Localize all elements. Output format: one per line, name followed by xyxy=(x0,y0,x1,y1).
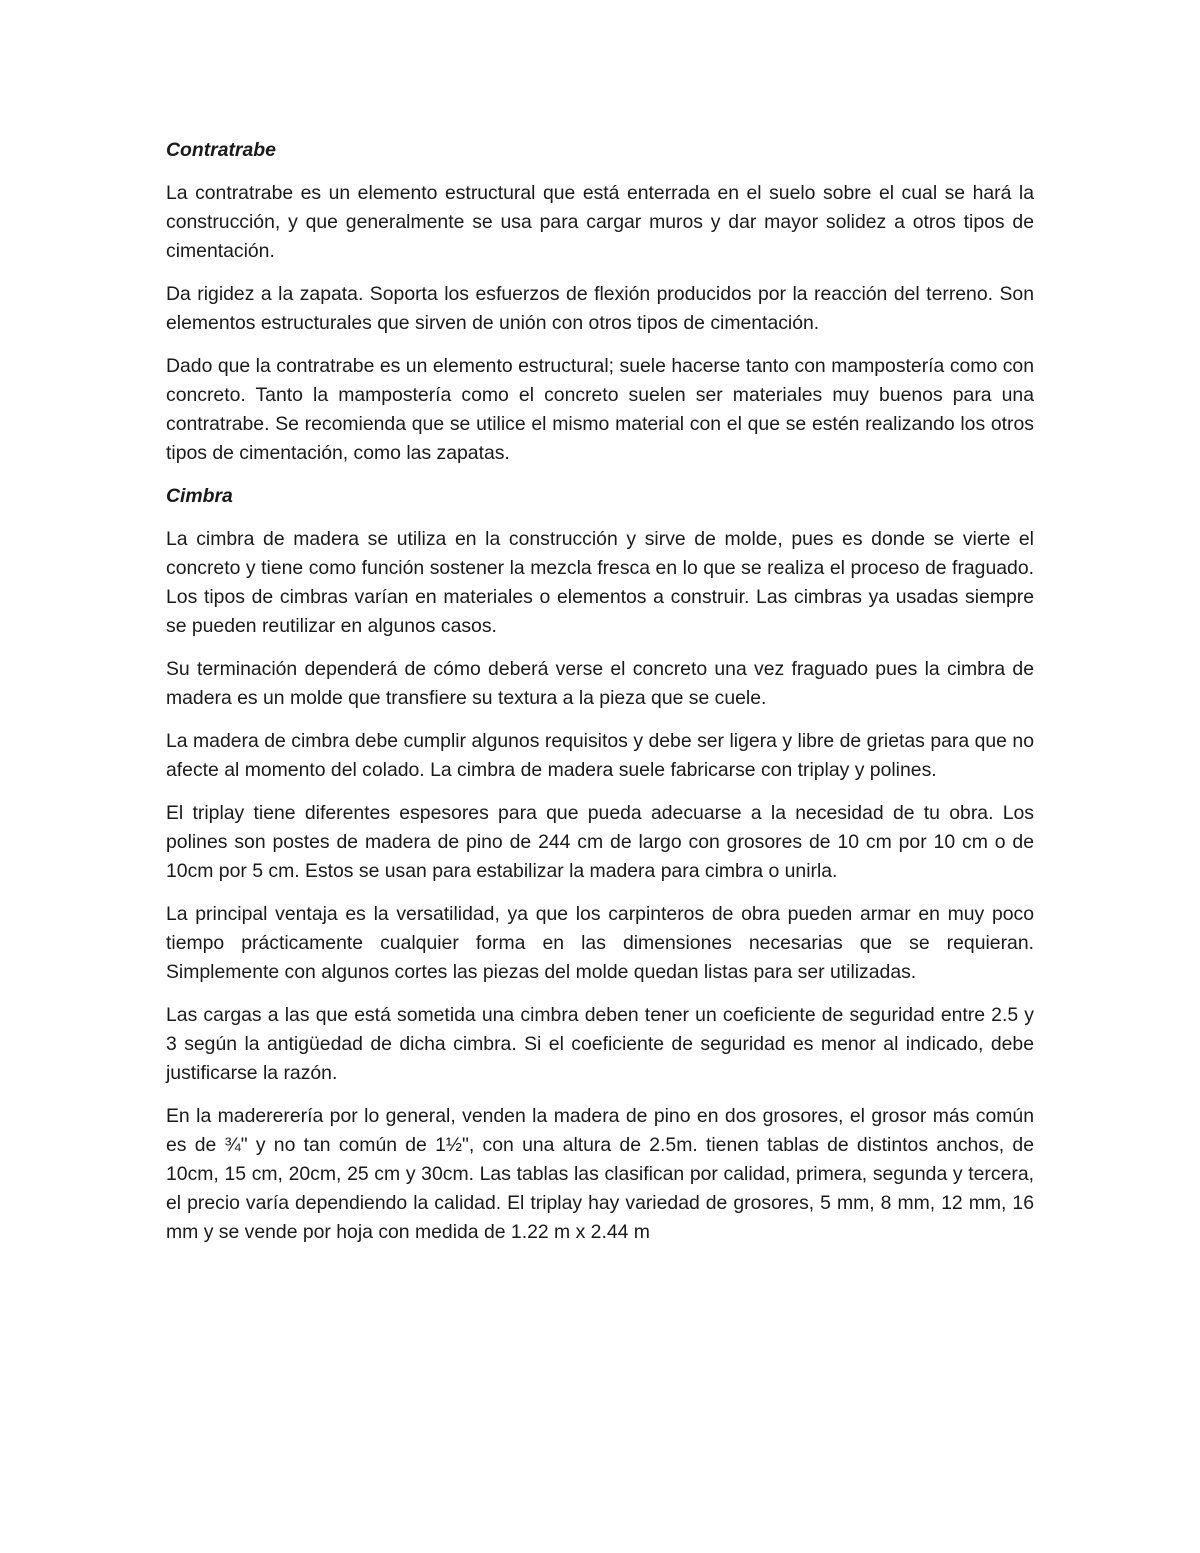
paragraph: Dado que la contratrabe es un elemento estructural; suele hacerse tanto con mampostería como con concreto. Tanto la mampostería como el concreto suelen ser materiales muy buenos para una contratrabe. Se recomienda que se utilice el mismo material con el que se estén realizando los otros tipos de cimentación, como las zapatas. xyxy=(166,355,1034,464)
paragraph: Las cargas a las que está sometida una cimbra deben tener un coeficiente de seguridad entre 2.5 y 3 según la antigüedad de dicha cimbra. Si el coeficiente de seguridad es menor al indicado, debe justificarse la razón. xyxy=(166,1004,1034,1084)
section-heading-cimbra: Cimbra xyxy=(166,485,233,507)
paragraph: En la madererería por lo general, venden la madera de pino en dos grosores, el grosor más común es de ¾" y no tan común de 1½", con una altura de 2.5m. tienen tablas de distintos anchos, de 10cm, 15 cm, 20cm, 25 cm y 30cm. Las tablas las clasifican por calidad, primera, segunda y tercera, el precio varía dependiendo la calidad. El triplay hay variedad de grosores, 5 mm, 8 mm, 12 mm, 16 mm y se vende por hoja con medida de 1.22 m x 2.44 m xyxy=(166,1105,1034,1243)
paragraph: La madera de cimbra debe cumplir algunos requisitos y debe ser ligera y libre de grietas para que no afecte al momento del colado. La cimbra de madera suele fabricarse con triplay y polines. xyxy=(166,730,1034,781)
document-page xyxy=(166,136,1034,1261)
section-heading-contratrabe: Contratrabe xyxy=(166,139,276,161)
paragraph: La contratrabe es un elemento estructural que está enterrada en el suelo sobre el cual se hará la construcción, y que generalmente se usa para cargar muros y dar mayor solidez a otros tipos de cimentación. xyxy=(166,182,1034,262)
paragraph: La cimbra de madera se utiliza en la construcción y sirve de molde, pues es donde se vierte el concreto y tiene como función sostener la mezcla fresca en lo que se realiza el proceso de fraguado. Los tipos de cimbras varían en materiales o elementos a construir. Las cimbras ya usadas siempre se pueden reutilizar en algunos casos. xyxy=(166,528,1034,637)
paragraph: Su terminación dependerá de cómo deberá verse el concreto una vez fraguado pues la cimbra de madera es un molde que transfiere su textura a la pieza que se cuele. xyxy=(166,658,1034,709)
paragraph: El triplay tiene diferentes espesores para que pueda adecuarse a la necesidad de tu obra. Los polines son postes de madera de pino de 244 cm de largo con grosores de 10 cm por 10 cm o de 10cm por 5 cm. Estos se usan para estabilizar la madera para cimbra o unirla. xyxy=(166,802,1034,882)
paragraph: La principal ventaja es la versatilidad, ya que los carpinteros de obra pueden armar en muy poco tiempo prácticamente cualquier forma en las dimensiones necesarias que se requieran. Simplemente con algunos cortes las piezas del molde quedan listas para ser utilizadas. xyxy=(166,903,1034,983)
paragraph: Da rigidez a la zapata. Soporta los esfuerzos de flexión producidos por la reacción del terreno. Son elementos estructurales que sirven de unión con otros tipos de cimentación. xyxy=(166,283,1034,334)
